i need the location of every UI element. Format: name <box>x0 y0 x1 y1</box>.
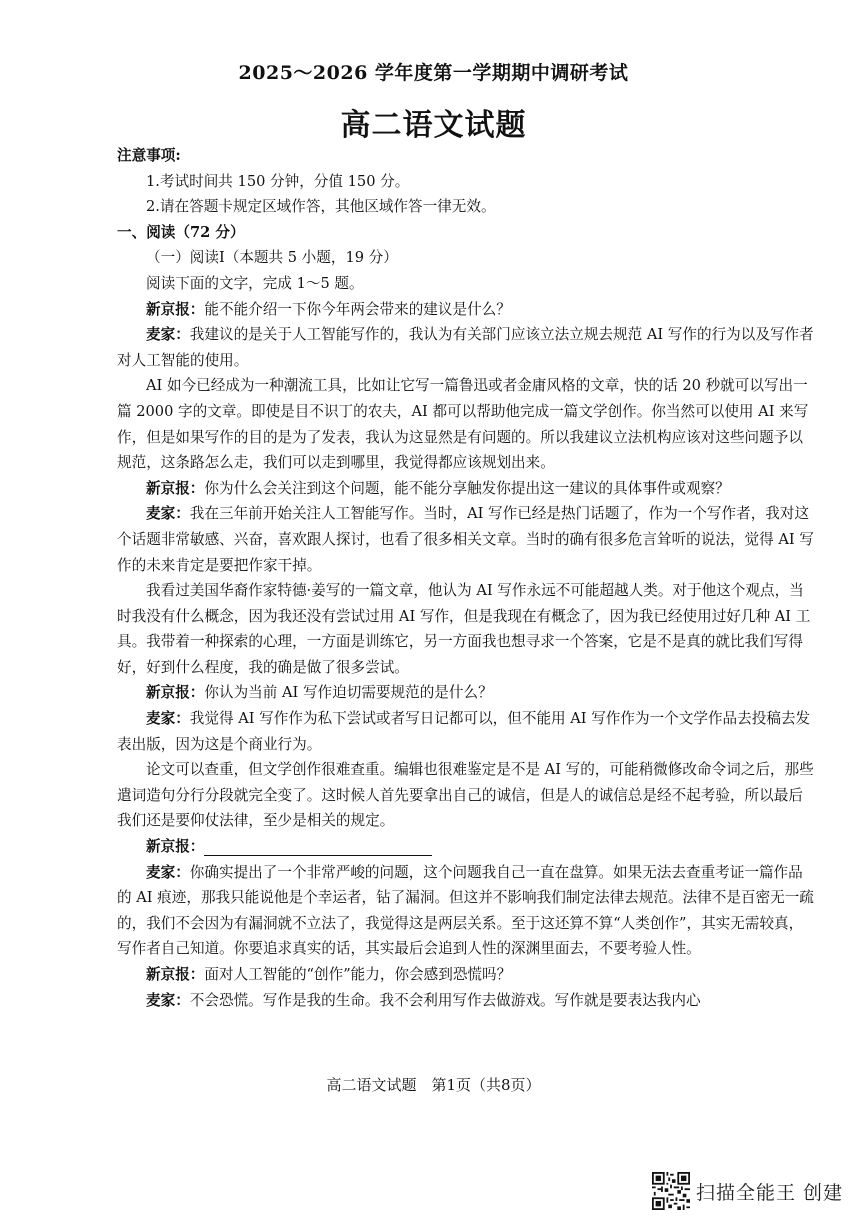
question-blank <box>204 838 432 856</box>
scanner-label: 扫描全能王 创建 <box>696 1181 844 1204</box>
paragraph-text: 不会恐慌。写作是我的生命。我不会利用写作去做游戏。写作就是要表达我内心 <box>189 991 701 1009</box>
note-item-1: 1.考试时间共 150 分钟，分值 150 分。 <box>146 172 410 190</box>
interview-paragraph <box>117 373 817 475</box>
interview-paragraph <box>117 476 817 502</box>
speaker-label: 新京报： <box>146 479 205 497</box>
paragraph-text: 你为什么会关注到这个问题，能不能分享触发你提出这一建议的具体事件或观察？ <box>204 479 730 497</box>
subject-title: 高二语文试题 <box>340 108 527 143</box>
paragraph-text: 能不能介绍一下你今年两会带来的建议是什么？ <box>204 300 511 318</box>
interview-paragraph <box>117 706 817 757</box>
interview-paragraph <box>117 297 817 323</box>
paragraph-text: 我在三年前开始关注人工智能写作。当时，AI 写作已经是热门话题了，作为一个写作者，我对这个话题非常敏感、兴奋，喜欢跟人探讨，也看了很多相关文章。当时的确有很多危言耸听的说法，觉得 AI 写作的未来肯定是要把作家干掉。 <box>117 505 814 574</box>
reading-instruction: 阅读下面的文字，完成 1～5 题。 <box>146 274 364 292</box>
page-content <box>117 143 817 1013</box>
speaker-label: 新京报： <box>146 684 205 702</box>
scanner-watermark <box>652 1172 843 1210</box>
paragraph-text: 我看过美国华裔作家特德·姜写的一篇文章，他认为 AI 写作永远不可能超越人类。对于他这个观点，当时我没有什么概念，因为我还没有尝试过用 AI 写作，但是我现在有概念了，因为我已经使用过好几种 AI 工具。我带着一种探索的心理，一方面是训练它，另一方面我也想寻求一个答案，它是不是真的就比我们写得好，好到什么程度，我的确是做了很多尝试。 <box>117 582 811 676</box>
page-footer: 高二语文试题 第1页（共8页） <box>326 1076 541 1094</box>
paragraph-text: 你确实提出了一个非常严峻的问题，这个问题我自己一直在盘算。如果无法去查重考证一篇作品的 AI 痕迹，那我只能说他是个幸运者，钻了漏洞。但这并不影响我们制定法律去规范。法律不是百密无一疏的，我们不会因为有漏洞就不立法了，我觉得这是两层关系。至于这还算不算“人类创作”，其实无需较真，写作者自己知道。你要追求真实的话，其实最后会追到人性的深渊里面去，不要考验人性。 <box>117 863 814 958</box>
notes-heading: 注意事项: <box>117 147 181 164</box>
interview-paragraph <box>117 322 817 373</box>
exam-title: 2025～2026 学年度第一学期期中调研考试 <box>238 62 629 84</box>
interview-paragraph <box>117 680 817 706</box>
speaker-label: 麦家： <box>146 505 190 523</box>
qr-code-icon <box>652 1172 690 1210</box>
interview-paragraph <box>117 860 817 962</box>
speaker-label: 麦家： <box>146 326 190 344</box>
sub-section-heading: （一）阅读Ⅰ（本题共 5 小题，19 分） <box>146 249 398 267</box>
interview-paragraph <box>117 501 817 578</box>
paragraph-text: 我觉得 AI 写作作为私下尝试或者写日记都可以，但不能用 AI 写作作为一个文学作品去投稿去发表出版，因为这是个商业行为。 <box>117 710 811 753</box>
paragraph-text: 论文可以查重，但文学创作很难查重。编辑也很难鉴定是不是 AI 写的，可能稍微修改命令词之后，那些遣词造句分行分段就完全变了。这时候人首先要拿出自己的诚信，但是人的诚信总是经不起考验，所以最后我们还是要仰仗法律，至少是相关的规定。 <box>117 761 814 830</box>
paragraph-text: AI 如今已经成为一种潮流工具，比如让它写一篇鲁迅或者金庸风格的文章，快的话 20 秒就可以写出一篇 2000 字的文章。即使是目不识丁的农夫，AI 都可以帮助他完成一篇文学创作。你当然可以使用 AI 来写作，但是如果写作的目的是为了发表，我认为这显然是有问题的。所以我建议立法机构应该对这些问题予以规范，这条路怎么走，我们可以走到哪里，我觉得都应该规划出来。 <box>117 377 809 472</box>
note-item-2: 2.请在答题卡规定区域作答，其他区域作答一律无效。 <box>146 198 496 216</box>
paragraph-text: 面对人工智能的“创作”能力，你会感到恐慌吗？ <box>204 966 512 983</box>
speaker-label: 麦家： <box>146 991 190 1009</box>
interview-paragraph <box>117 988 817 1014</box>
interview-paragraph <box>117 578 817 680</box>
interview-paragraph <box>117 962 817 988</box>
interview-paragraph <box>117 834 817 860</box>
speaker-label: 新京报： <box>146 838 205 856</box>
paragraph-text: 我建议的是关于人工智能写作的，我认为有关部门应该立法立规去规范 AI 写作的行为以及写作者对人工智能的使用。 <box>117 326 814 369</box>
speaker-label: 新京报： <box>146 966 205 983</box>
interview-paragraph <box>117 757 817 834</box>
section-heading: 一、阅读（72 分） <box>117 223 245 241</box>
interview-text <box>117 297 817 1014</box>
speaker-label: 麦家： <box>146 863 190 881</box>
speaker-label: 新京报： <box>146 300 205 318</box>
paragraph-text: 你认为当前 AI 写作迫切需要规范的是什么？ <box>204 684 493 702</box>
speaker-label: 麦家： <box>146 710 190 728</box>
